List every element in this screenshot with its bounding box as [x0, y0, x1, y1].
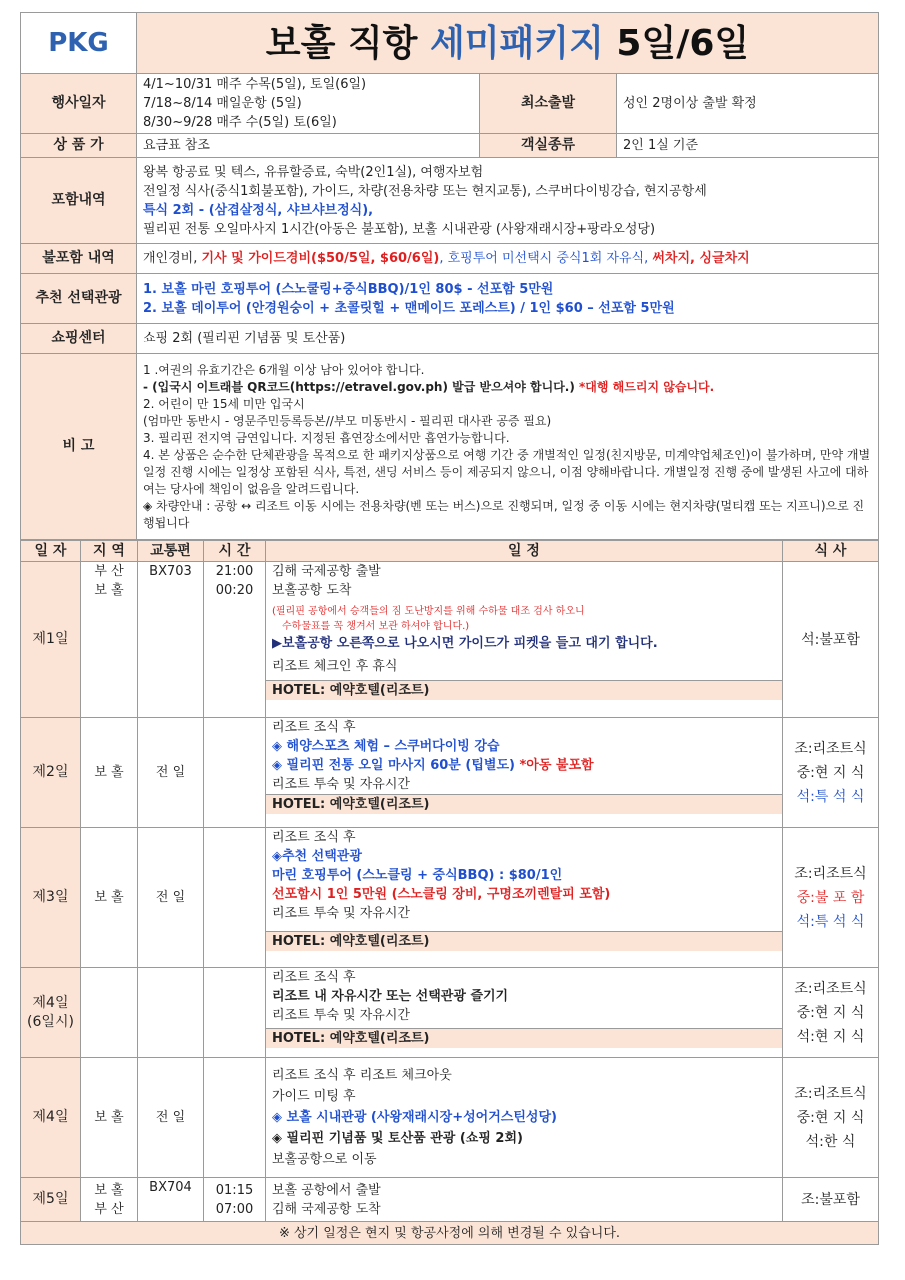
meal-cell: 조:리조트식 중:현 지 식 석:현 지 식 — [783, 968, 879, 1058]
col-time: 시 간 — [204, 541, 266, 562]
transport-cell: 전 일 — [138, 1058, 204, 1178]
day-cell: 제2일 — [21, 718, 81, 828]
day-cell: 제5일 — [21, 1178, 81, 1222]
hotel-label: HOTEL: 예약호텔(리조트) — [266, 794, 782, 814]
time-cell — [204, 1058, 266, 1178]
excl-label: 불포함 내역 — [21, 244, 137, 274]
day-cell: 제1일 — [21, 562, 81, 718]
itinerary-cell: 리조트 조식 후 리조트 내 자유시간 또는 선택관광 즐기기 리조트 투숙 및 자유시간 HOTEL: 예약호텔(리조트) — [266, 968, 783, 1058]
region-cell: 보 홀 — [81, 1058, 138, 1178]
col-day: 일 자 — [21, 541, 81, 562]
table-row — [21, 1178, 879, 1222]
flight-cell: BX704 — [138, 1178, 204, 1222]
page-title: 보홀 직항 세미패키지 5일/6일 — [137, 13, 879, 74]
region-cell: 보 홀 부 산 — [81, 1178, 138, 1222]
logo: PKG — [21, 13, 137, 74]
min-label: 최소출발 — [480, 74, 617, 134]
footer-note: ※ 상기 일정은 현지 및 항공사정에 의해 변경될 수 있습니다. — [21, 1222, 879, 1245]
date-label: 행사일자 — [21, 74, 137, 134]
itinerary-document — [20, 12, 878, 1245]
transport-cell — [138, 968, 204, 1058]
time-cell — [204, 718, 266, 828]
table-row — [21, 968, 879, 1058]
opt-label: 추천 선택관광 — [21, 274, 137, 324]
schedule-header — [21, 541, 879, 562]
excl-value: 개인경비, 기사 및 가이드경비($50/5일, $60/6일), 호핑투어 미선택시 중식1회 자유식, 써차지, 싱글차지 — [137, 244, 879, 274]
flight-cell: BX703 — [138, 562, 204, 718]
room-label: 객실종류 — [480, 134, 617, 158]
col-region: 지 역 — [81, 541, 138, 562]
itinerary-cell: 김해 국제공항 출발 보홀공항 도착 (필리핀 공항에서 승객들의 짐 도난방지를 위해 수하물 대조 검사 하오니 수하물표를 꼭 챙겨서 보관 하셔야 합니다.) ▶보홀공항 오른쪽으로 나오시면 가이드가 피켓을 들고 대기 합니다. 리조트 체크인 후 휴식 HOTEL: 예약호텔(리조트) — [266, 562, 783, 718]
table-row — [21, 562, 879, 718]
room-value: 2인 1실 기준 — [617, 134, 879, 158]
meal-cell: 조:리조트식 중:불 포 함 석:특 석 식 — [783, 828, 879, 968]
opt-value: 1. 보홀 마린 호핑투어 (스노쿨링+중식BBQ)/1인 80$ - 선포함 5만원 2. 보홀 데이투어 (안경원숭이 + 초콜릿힐 + 맨메이드 포레스트) / 1인 $60 – 선포함 5만원 — [137, 274, 879, 324]
note-label: 비 고 — [21, 354, 137, 540]
time-cell: 21:00 00:20 — [204, 562, 266, 718]
day-cell: 제3일 — [21, 828, 81, 968]
table-row — [21, 828, 879, 968]
region-cell: 부 산 보 홀 — [81, 562, 138, 718]
itinerary-cell: 리조트 조식 후 리조트 체크아웃 가이드 미팅 후 ◈ 보홀 시내관광 (사왕재래시장+성어거스틴성당) ◈ 필리핀 기념품 및 토산품 관광 (쇼핑 2회) 보홀공항으로 이동 — [266, 1058, 783, 1178]
info-table — [20, 12, 879, 540]
shop-value: 쇼핑 2회 (필리핀 기념품 및 토산품) — [137, 324, 879, 354]
region-cell: 보 홀 — [81, 828, 138, 968]
day-cell: 제4일 (6일시) — [21, 968, 81, 1058]
meal-cell: 조:불포함 — [783, 1178, 879, 1222]
table-row — [21, 1058, 879, 1178]
meal-cell: 조:리조트식 중:현 지 식 석:한 식 — [783, 1058, 879, 1178]
itinerary-cell: 리조트 조식 후 ◈ 해양스포츠 체험 – 스쿠버다이빙 강습 ◈ 필리핀 전통 오일 마사지 60분 (팁별도) *아동 불포함 리조트 투숙 및 자유시간 HOTEL: 예약호텔(리조트) — [266, 718, 783, 828]
col-meal: 식 사 — [783, 541, 879, 562]
time-cell: 01:15 07:00 — [204, 1178, 266, 1222]
note-value: 1 .여권의 유효기간은 6개월 이상 남아 있어야 합니다. - (입국시 이트래블 QR코드(https://etravel.gov.ph) 발급 받으셔야 합니다.) *대행 해드리지 않습니다. 2. 어린이 만 15세 미만 입국시 (엄마만 동반시 - 영문주민등록등본//부모 미동반시 - 필리핀 대사관 공증 필요) 3. 필리핀 전지역 금연입니다. 지정된 흡연장소에서만 흡연가능합니다. 4. 본 상품은 순수한 단체관광을 목적으로 한 패키지상품으로 여행 기간 중 개별적인 일정(친지방문, 미계약업체조인)이 불가하며, 만약 개별일정 진행 시에는 일정상 포함된 식사, 특전, 샌딩 서비스 등이 제공되지 않으니, 이점 양해바랍니다. 개별일정 진행 중에 발생된 사고에 대하여는 당사에 책임이 없음을 알려드립니다. ◈ 차량안내 : 공항 ↔ 리조트 이동 시에는 전용차량(벤 또는 버스)으로 진행되며, 일정 중 이동 시에는 현지차량(멀티캡 또는 지프니)으로 진행됩니다 — [137, 354, 879, 540]
col-transport: 교통편 — [138, 541, 204, 562]
col-itinerary: 일 정 — [266, 541, 783, 562]
hotel-label: HOTEL: 예약호텔(리조트) — [266, 1028, 782, 1048]
price-value: 요금표 참조 — [137, 134, 480, 158]
transport-cell: 전 일 — [138, 828, 204, 968]
table-row — [21, 718, 879, 828]
min-value: 성인 2명이상 출발 확정 — [617, 74, 879, 134]
transport-cell: 전 일 — [138, 718, 204, 828]
meal-cell: 석:불포함 — [783, 562, 879, 718]
time-cell — [204, 828, 266, 968]
incl-value: 왕복 항공료 및 텍스, 유류할증료, 숙박(2인1실), 여행자보험 전일정 식사(중식1회불포함), 가이드, 차량(전용차량 또는 현지교통), 스쿠버다이빙강습, 현지공항세 특식 2회 - (삼겹살정식, 샤브샤브정식), 필리핀 전통 오일마사지 1시간(아동은 불포함), 보홀 시내관광 (사왕재래시장+팡라오성당) — [137, 158, 879, 244]
itinerary-cell: 보홀 공항에서 출발 김해 국제공항 도착 — [266, 1178, 783, 1222]
shop-label: 쇼핑센터 — [21, 324, 137, 354]
price-label: 상 품 가 — [21, 134, 137, 158]
region-cell: 보 홀 — [81, 718, 138, 828]
hotel-label: HOTEL: 예약호텔(리조트) — [266, 931, 782, 951]
region-cell — [81, 968, 138, 1058]
date-value: 4/1~10/31 매주 수목(5일), 토일(6일) 7/18~8/14 매일운항 (5일) 8/30~9/28 매주 수(5일) 토(6일) — [137, 74, 480, 134]
hotel-label: HOTEL: 예약호텔(리조트) — [266, 680, 782, 700]
schedule-table — [20, 540, 879, 1245]
day-cell: 제4일 — [21, 1058, 81, 1178]
incl-label: 포함내역 — [21, 158, 137, 244]
time-cell — [204, 968, 266, 1058]
meal-cell: 조:리조트식 중:현 지 식 석:특 석 식 — [783, 718, 879, 828]
itinerary-cell: 리조트 조식 후 ◈추천 선택관광 마린 호핑투어 (스노클링 + 중식BBQ) : $80/1인 선포함시 1인 5만원 (스노클링 장비, 구명조끼렌탈피 포함) 리조트 투숙 및 자유시간 HOTEL: 예약호텔(리조트) — [266, 828, 783, 968]
